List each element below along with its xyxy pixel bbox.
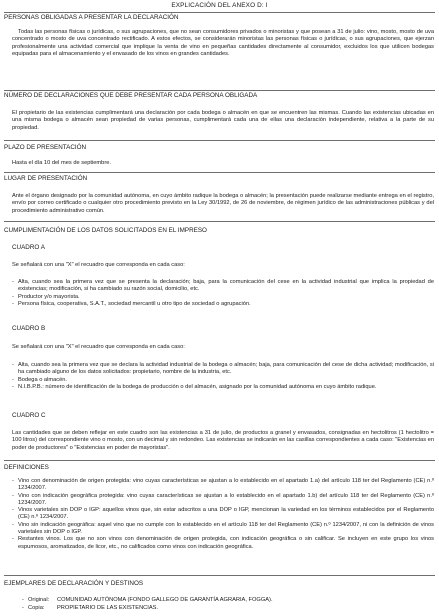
cuadro-b-intro: Se señalará con una "X" el recuadro que corresponda en cada caso: (12, 344, 185, 350)
ejemplar-value: PROPIETARIO DE LAS EXISTENCIAS. (57, 604, 159, 611)
section-divider (4, 172, 435, 173)
section-divider (4, 90, 435, 91)
list-item: - Restantes vinos. Los que no son vinos con denominación de origen protegida, con indicación geográfica o sin calificar. Se incluyen en este grupo los vinos espumosos, aromatizados, de licor, etc., no calificados como vinos con indicación geográfica. (12, 536, 434, 551)
section-divider (4, 221, 435, 222)
ejemplar-label: Copia: (28, 604, 45, 611)
document-title: EXPLICACIÓN DEL ANEXO D: I (171, 2, 268, 9)
ejemplares-list (22, 597, 273, 612)
section-heading-cumplimentacion: CUMPLIMENTACIÓN DE LOS DATOS SOLICITADOS EN EL IMPRESO (4, 227, 207, 234)
section-divider (4, 575, 435, 576)
cuadro-b-heading: CUADRO B (12, 325, 46, 332)
section-text-obligados: Todas las personas físicas o jurídicas, o sus agrupaciones, que no sean consumidores privados o minoristas y que posean a 31 de julio: vino, mosto, mosto de uva concentrado o mosto de uva concentrado rectificado. A estos efectos, se considerarán minoristas las personas físicas o jurídicas, o sus agrupaciones, que ejerzan profesionalmente una actividad comercial que implique la venta de vino en pequeñas cantidades directamente al consumidor, excluidos los que utilicen bodegas equipadas para el almacenamiento y el envasado de los vinos en grandes cantidades. (12, 29, 434, 57)
list-item: - N.I.B.P.B.: número de identificación de la bodega de producción o del almacén, asignado por la comunidad autónoma en cuyo ámbito radique. (12, 384, 434, 391)
list-item (22, 605, 273, 613)
list-item: - Vino con indicación geográfica protegida: vino cuyas características se ajustan a lo establecido en el apartado 1.b) del artículo 118 ter del Reglamento (CE) n.º 1234/2007. (12, 493, 434, 508)
section-text-plazo: Hasta el día 10 del mes de septiembre. (12, 160, 111, 166)
list-item: - Persona física, cooperativa, S.A.T., sociedad mercantil u otro tipo de sociedad o agrupación. (12, 301, 434, 308)
cuadro-b-list (12, 362, 434, 391)
list-item: - Vino sin indicación geográfica: aquel vino que no cumple con lo establecido en el artículo 118 ter del Reglamento (CE) n.º 1234/2007, ni con la definición de vinos varietales sin DOP o IGP. (12, 522, 434, 537)
section-text-lugar: Ante el órgano designado por la comunidad autónoma, en cuyo ámbito radique la bodega o almacén; la presentación puede realizarse mediante entrega en el registro, envío por correo certificado o cualquier otro procedimiento previsto en la Ley 30/1992, de 26 de noviembre, de régimen jurídico de las administraciones públicas y del procedimiento administrativo común. (12, 193, 434, 214)
ejemplar-label: Original: (28, 597, 50, 603)
section-heading-numero-declaraciones: NÚMERO DE DECLARACIONES QUE DEBE PRESENTAR CADA PERSONA OBLIGADA (4, 92, 258, 99)
section-heading-lugar: LUGAR DE PRESENTACIÓN (4, 175, 88, 182)
ejemplar-value: COMUNIDAD AUTÓNOMA (FONDO GALLEGO DE GARANTÍA AGRARIA, FOGGA). (57, 597, 273, 603)
list-item: - Productor y/o mayorista. (12, 294, 434, 301)
cuadro-c-heading: CUADRO C (12, 412, 46, 419)
cuadro-a-heading: CUADRO A (12, 244, 45, 251)
section-divider (4, 460, 435, 461)
section-divider (4, 140, 435, 141)
section-text-numero-declaraciones: El propietario de las existencias cumplimentará una declaración por cada bodega o almacén en que se encuentren las mismas. Cuando las existencias ubicadas en una misma bodega o almacén sean propiedad de varias personas, cumplimentará cada una de ellas una declaración independiente, relativa a la parte de su propiedad. (12, 110, 434, 131)
cuadro-a-list (12, 279, 434, 308)
section-heading-ejemplares: EJEMPLARES DE DECLARACIÓN Y DESTINOS (4, 580, 144, 587)
list-item: - Bodega o almacén. (12, 377, 434, 384)
list-item: - Alta, cuando sea la primera vez que se presenta la declaración; baja, para la comunicación del cese en la actividad industrial que implica la propiedad de existencias; modificación, si ha cambiado su razón social, domicilio, etc. (12, 279, 434, 294)
list-item (22, 597, 273, 605)
section-heading-definiciones: DEFINICIONES (4, 464, 49, 471)
list-item: - Alta, cuando sea la primera vez que se declara la actividad industrial de la bodega o almacén; baja, para comunicación del cese de dicha actividad; modificación, si ha cambiado alguno de los datos solicitados: propietario, nombre de la industria, etc. (12, 362, 434, 377)
section-heading-obligados: PERSONAS OBLIGADAS A PRESENTAR LA DECLARACIÓN (4, 14, 179, 21)
section-heading-plazo: PLAZO DE PRESENTACIÓN (4, 144, 87, 151)
cuadro-a-intro: Se señalará con una "X" el recuadro que corresponda en cada caso: (12, 262, 185, 268)
definiciones-list (12, 478, 434, 551)
list-item: - Vinos varietales sin DOP o IGP: aquellos vinos que, sin estar adscritos a una DOP o IGP, mencionan la variedad en los términos establecidos por el Reglamento (CE) n.º 1234/2007. (12, 507, 434, 522)
cuadro-c-text: Las cantidades que se deben reflejar en este cuadro son las existencias a 31 de julio, de productos a granel y envasados, consignadas en hectolitros (1 hectolitro = 100 litros) del correspondiente vino o mosto, con un decimal y sin redondeo. Las existencias se indicarán en las casillas correspondientes a cada caso: "Existencias en poder de productores" o "Existencias en poder de mayoristas". (12, 430, 434, 451)
section-divider (4, 12, 435, 13)
list-item: - Vino con denominación de origen protegida: vino cuyas características se ajustan a lo establecido en el apartado 1.a) del artículo 118 ter del Reglamento (CE) n.º 1234/2007. (12, 478, 434, 493)
